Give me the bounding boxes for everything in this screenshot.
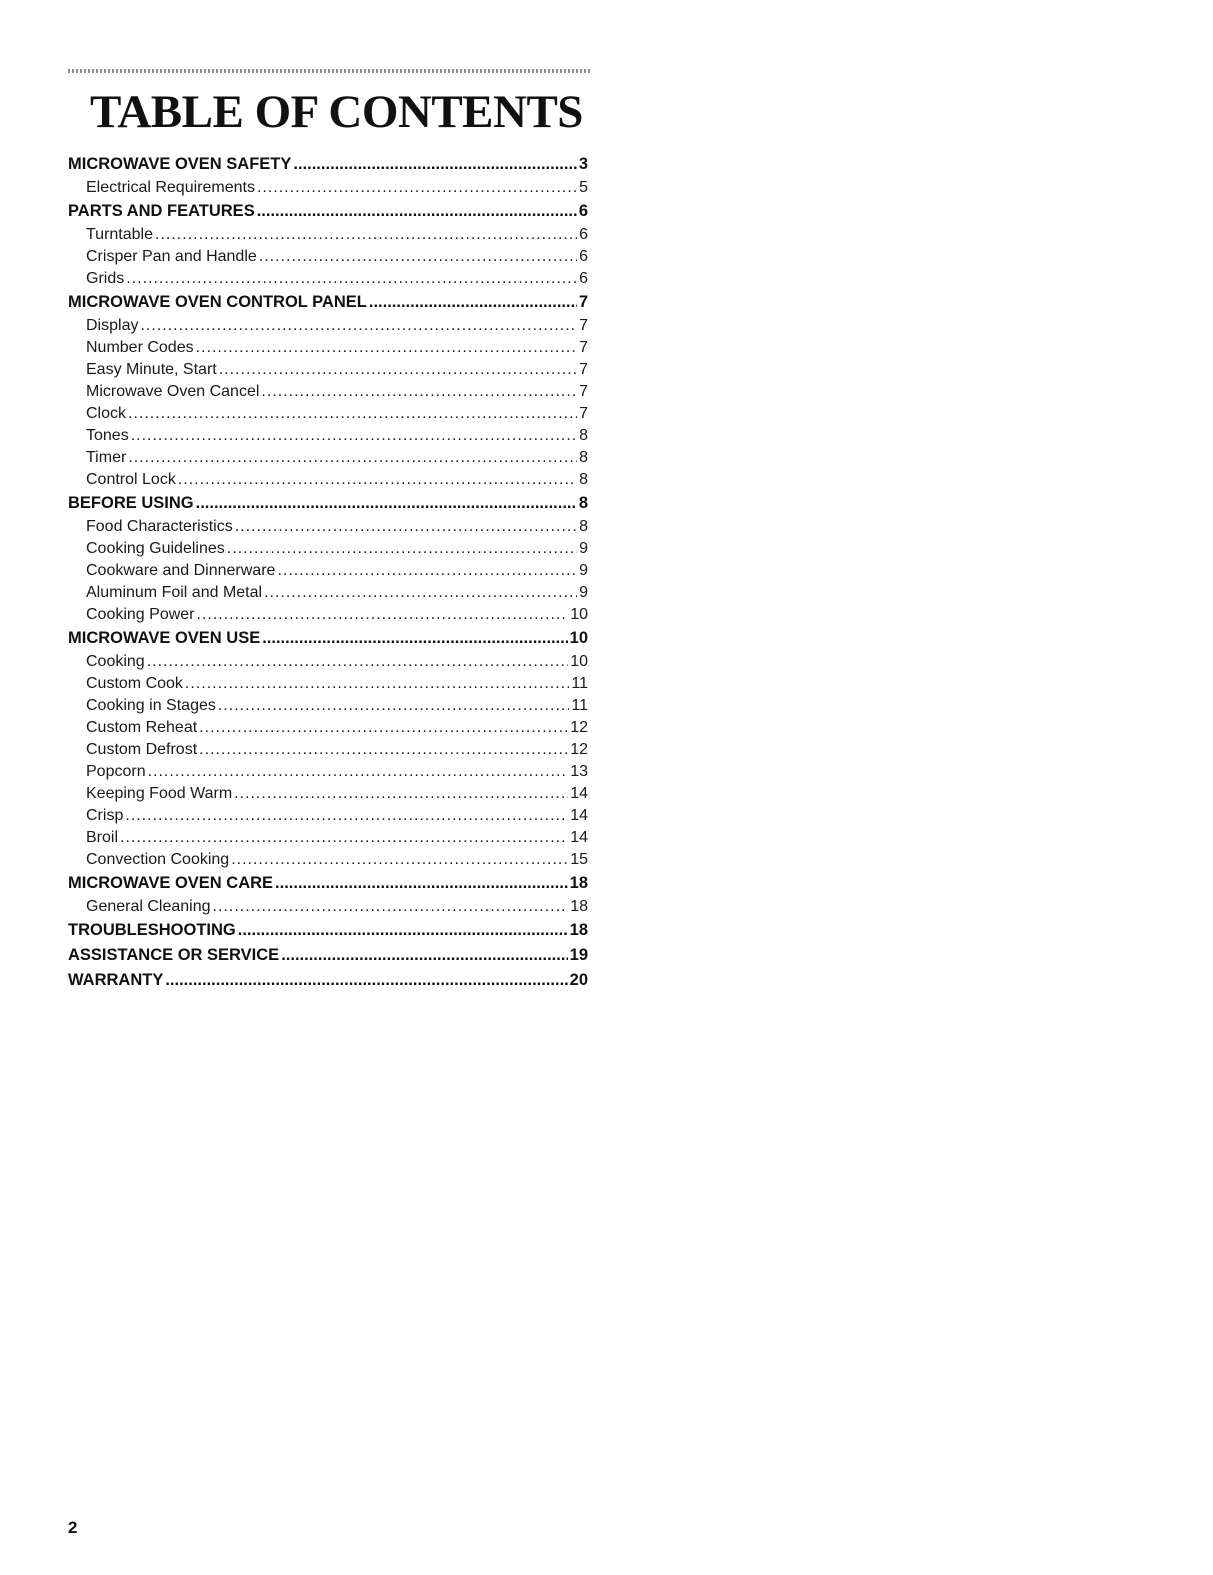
toc-entry-page-number: 12 <box>570 741 588 758</box>
toc-entry-label: Grids <box>86 270 125 287</box>
toc-dot-leader <box>275 871 568 896</box>
toc-subsection-entry <box>68 177 588 199</box>
toc-dot-leader <box>231 849 568 871</box>
toc-dot-leader <box>128 403 577 425</box>
toc-entry-page-number: 14 <box>570 829 588 846</box>
toc-section-entry <box>68 968 588 993</box>
toc-entry-page-number: 10 <box>570 606 588 623</box>
toc-entry-page-number: 10 <box>569 629 588 647</box>
toc-entry-label: PARTS AND FEATURES <box>68 202 255 220</box>
toc-entry-label: Clock <box>86 405 127 422</box>
toc-section-entry <box>68 626 588 651</box>
toc-entry-page-number: 8 <box>579 518 588 535</box>
toc-section-entry <box>68 152 588 177</box>
toc-entry-page-number: 6 <box>579 248 588 265</box>
toc-subsection-entry <box>68 717 588 739</box>
toc-dot-leader <box>218 695 570 717</box>
toc-section-entry <box>68 871 588 896</box>
toc-subsection-entry <box>68 651 588 673</box>
toc-dot-leader <box>155 224 577 246</box>
toc-section-entry <box>68 290 588 315</box>
toc-dot-leader <box>140 315 577 337</box>
toc-entry-label: Timer <box>86 449 127 466</box>
toc-entry-page-number: 9 <box>579 584 588 601</box>
toc-entry-page-number: 11 <box>571 675 588 692</box>
toc-entry-label: Microwave Oven Cancel <box>86 383 260 400</box>
toc-entry-page-number: 6 <box>579 270 588 287</box>
toc-dot-leader <box>165 968 567 993</box>
toc-section-entry <box>68 943 588 968</box>
toc-entry-page-number: 18 <box>570 898 588 915</box>
toc-dot-leader <box>219 359 577 381</box>
toc-subsection-entry <box>68 827 588 849</box>
toc-entry-label: MICROWAVE OVEN SAFETY <box>68 155 292 173</box>
toc-entry-label: Custom Reheat <box>86 719 198 736</box>
toc-entry-label: MICROWAVE OVEN CONTROL PANEL <box>68 293 367 311</box>
toc-dot-leader <box>120 827 568 849</box>
toc-entry-label: Custom Cook <box>86 675 183 692</box>
toc-entry-label: ASSISTANCE OR SERVICE <box>68 946 280 964</box>
toc-entry-page-number: 14 <box>570 785 588 802</box>
toc-subsection-entry <box>68 337 588 359</box>
toc-dot-leader <box>147 651 569 673</box>
toc-subsection-entry <box>68 761 588 783</box>
toc-entry-label: MICROWAVE OVEN USE <box>68 629 261 647</box>
toc-entry-label: Tones <box>86 427 129 444</box>
toc-dot-leader <box>199 717 568 739</box>
toc-entry-label: Cooking Guidelines <box>86 540 225 557</box>
toc-entry-label: WARRANTY <box>68 971 164 989</box>
toc-entry-label: Display <box>86 317 139 334</box>
toc-entry-page-number: 10 <box>570 653 588 670</box>
table-of-contents <box>68 152 588 993</box>
toc-entry-page-number: 11 <box>571 697 588 714</box>
toc-entry-label: Aluminum Foil and Metal <box>86 584 263 601</box>
toc-entry-label: Convection Cooking <box>86 851 230 868</box>
toc-subsection-entry <box>68 538 588 560</box>
toc-subsection-entry <box>68 268 588 290</box>
toc-entry-page-number: 3 <box>578 155 588 173</box>
toc-dot-leader <box>264 582 577 604</box>
toc-dot-leader <box>281 943 567 968</box>
toc-dot-leader <box>277 560 577 582</box>
toc-entry-label: Broil <box>86 829 119 846</box>
toc-dot-leader <box>125 805 568 827</box>
toc-entry-page-number: 7 <box>579 317 588 334</box>
toc-entry-page-number: 12 <box>570 719 588 736</box>
toc-entry-page-number: 7 <box>579 405 588 422</box>
toc-subsection-entry <box>68 516 588 538</box>
toc-dot-leader <box>293 152 576 177</box>
toc-dot-leader <box>227 538 577 560</box>
toc-dot-leader <box>148 761 569 783</box>
toc-entry-page-number: 19 <box>569 946 588 964</box>
toc-entry-page-number: 5 <box>579 179 588 196</box>
toc-entry-label: MICROWAVE OVEN CARE <box>68 874 274 892</box>
toc-dot-leader <box>369 290 577 315</box>
toc-dot-leader <box>257 177 577 199</box>
toc-section-entry <box>68 918 588 943</box>
toc-dot-leader <box>196 337 577 359</box>
toc-dot-leader <box>262 626 567 651</box>
toc-dot-leader <box>128 447 577 469</box>
toc-section-entry <box>68 199 588 224</box>
toc-entry-page-number: 6 <box>579 226 588 243</box>
toc-dot-leader <box>131 425 577 447</box>
toc-subsection-entry <box>68 359 588 381</box>
toc-entry-label: Crisp <box>86 807 124 824</box>
toc-subsection-entry <box>68 604 588 626</box>
toc-entry-page-number: 18 <box>569 921 588 939</box>
toc-dot-leader <box>199 739 568 761</box>
toc-entry-page-number: 18 <box>569 874 588 892</box>
toc-entry-label: Cooking <box>86 653 145 670</box>
toc-subsection-entry <box>68 896 588 918</box>
toc-entry-page-number: 7 <box>578 293 588 311</box>
toc-subsection-entry <box>68 381 588 403</box>
toc-entry-page-number: 13 <box>570 763 588 780</box>
toc-entry-label: BEFORE USING <box>68 494 194 512</box>
toc-subsection-entry <box>68 315 588 337</box>
toc-entry-page-number: 7 <box>579 339 588 356</box>
toc-subsection-entry <box>68 447 588 469</box>
toc-entry-label: Custom Defrost <box>86 741 198 758</box>
toc-entry-page-number: 9 <box>579 562 588 579</box>
toc-entry-page-number: 8 <box>579 427 588 444</box>
toc-entry-label: Cooking Power <box>86 606 195 623</box>
toc-subsection-entry <box>68 582 588 604</box>
toc-entry-label: General Cleaning <box>86 898 211 915</box>
toc-subsection-entry <box>68 469 588 491</box>
toc-entry-label: Cooking in Stages <box>86 697 216 714</box>
toc-entry-label: Easy Minute, Start <box>86 361 217 378</box>
toc-dot-leader <box>234 783 568 805</box>
toc-subsection-entry <box>68 805 588 827</box>
toc-dot-leader <box>238 918 568 943</box>
toc-dot-leader <box>126 268 577 290</box>
toc-subsection-entry <box>68 560 588 582</box>
toc-subsection-entry <box>68 739 588 761</box>
toc-entry-label: Electrical Requirements <box>86 179 255 196</box>
page-number: 2 <box>68 1518 78 1537</box>
toc-entry-page-number: 20 <box>569 971 588 989</box>
toc-entry-label: Keeping Food Warm <box>86 785 233 802</box>
toc-entry-label: Food Characteristics <box>86 518 233 535</box>
toc-entry-label: Crisper Pan and Handle <box>86 248 257 265</box>
toc-dot-leader <box>213 896 569 918</box>
toc-entry-page-number: 15 <box>570 851 588 868</box>
toc-dot-leader <box>196 491 577 516</box>
toc-entry-page-number: 8 <box>579 471 588 488</box>
toc-dot-leader <box>261 381 577 403</box>
toc-entry-label: Control Lock <box>86 471 176 488</box>
toc-dot-leader <box>259 246 577 268</box>
toc-entry-page-number: 8 <box>579 449 588 466</box>
toc-entry-label: Cookware and Dinnerware <box>86 562 276 579</box>
toc-entry-page-number: 14 <box>570 807 588 824</box>
page-title: TABLE OF CONTENTS <box>90 86 583 138</box>
toc-entry-page-number: 9 <box>579 540 588 557</box>
toc-section-entry <box>68 491 588 516</box>
toc-subsection-entry <box>68 403 588 425</box>
toc-entry-label: Turntable <box>86 226 153 243</box>
toc-subsection-entry <box>68 695 588 717</box>
toc-entry-page-number: 7 <box>579 383 588 400</box>
toc-subsection-entry <box>68 783 588 805</box>
toc-dot-leader <box>235 516 577 538</box>
decorative-dotted-rule <box>68 69 590 73</box>
toc-subsection-entry <box>68 224 588 246</box>
toc-entry-page-number: 6 <box>578 202 588 220</box>
toc-entry-label: TROUBLESHOOTING <box>68 921 236 939</box>
toc-subsection-entry <box>68 673 588 695</box>
toc-entry-label: Number Codes <box>86 339 194 356</box>
toc-subsection-entry <box>68 425 588 447</box>
toc-dot-leader <box>185 673 569 695</box>
toc-subsection-entry <box>68 246 588 268</box>
toc-entry-page-number: 8 <box>578 494 588 512</box>
toc-dot-leader <box>178 469 577 491</box>
toc-dot-leader <box>257 199 577 224</box>
toc-subsection-entry <box>68 849 588 871</box>
toc-entry-page-number: 7 <box>579 361 588 378</box>
toc-entry-label: Popcorn <box>86 763 146 780</box>
toc-dot-leader <box>197 604 569 626</box>
